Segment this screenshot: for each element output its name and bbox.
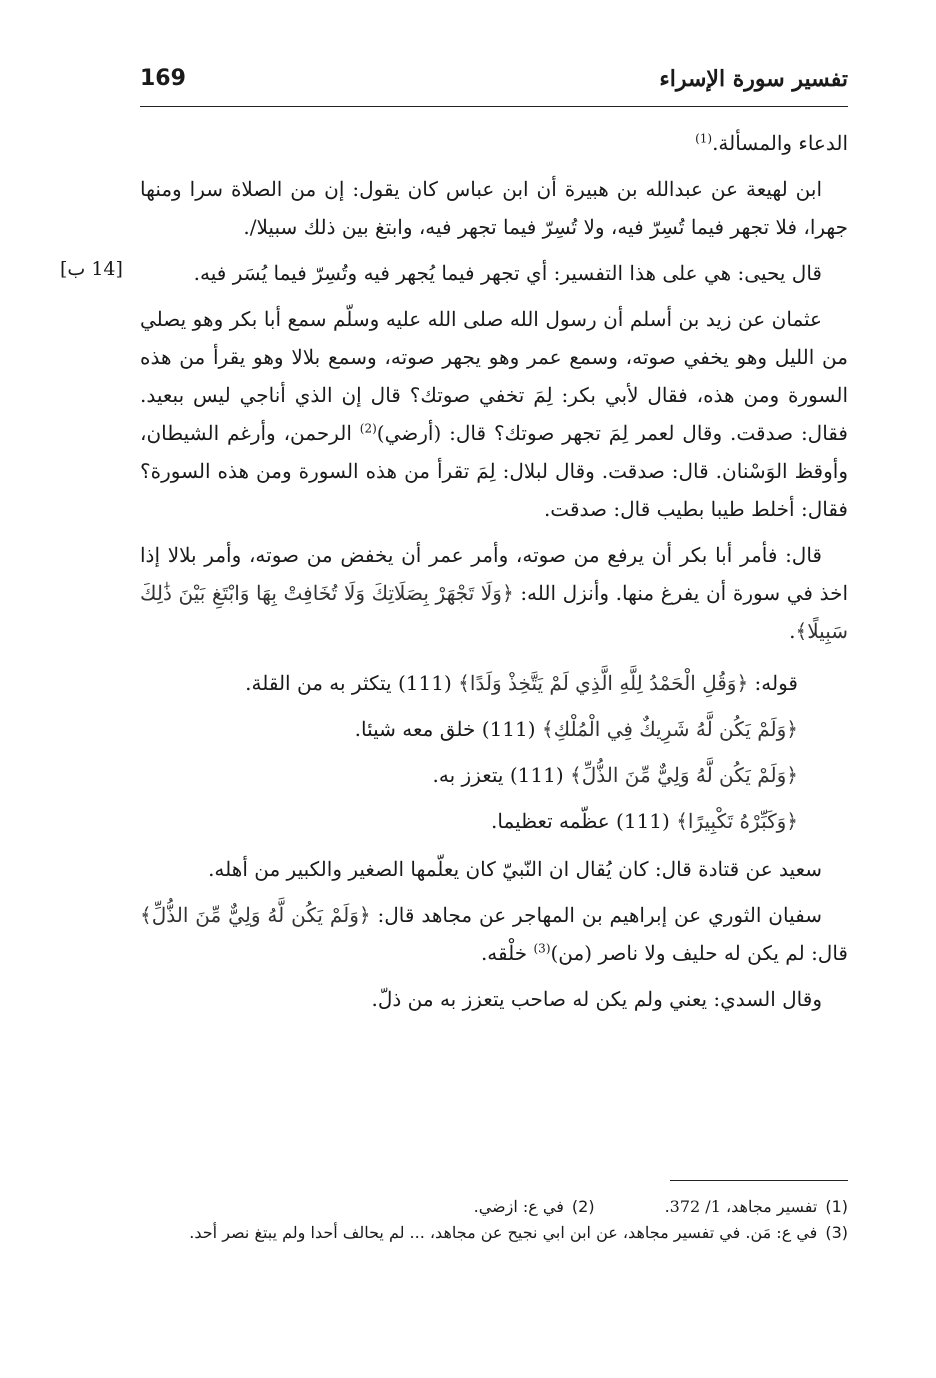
quran-verse: ﴿وَلَمْ يَكُن لَّهُ وَلِيٌّ مِّنَ الذُّلِّ﴾ <box>140 903 371 927</box>
page-header <box>140 66 848 107</box>
paragraph-6: سعيد عن قتادة قال: كان يُقال ان النّبيّ كان يعلّمها الصغير والكبير من أهله. <box>208 857 822 881</box>
quran-verse: ﴿وَكَبِّرْهُ تَكْبِيرًا﴾ <box>676 809 798 833</box>
verse-line-4: ﴿وَكَبِّرْهُ تَكْبِيرًا﴾ (111) عظّمه تعظيما. <box>491 809 798 833</box>
page-number: 169 <box>140 66 186 91</box>
footnote-ref-3: (3) <box>533 941 551 956</box>
footnotes <box>140 1194 848 1246</box>
footnote-ref-1: (1) <box>695 131 713 146</box>
paragraph-4: عثمان عن زيد بن أسلم أن رسول الله صلى الله عليه وسلّم سمع أبا بكر وهو يصلي من الليل وهو يخفي صوته، وسمع عمر وهو يجهر صوته، وسمع بلالا وهو يقرأ من هذه السورة ومن هذه، فقال لأبي بكر: لِمَ تخفي صوتك؟ قال إن الذي أناجي ليس ببعيد. فقال: صدقت. وقال لعمر لِمَ تجهر صوتك؟ قال: (أرضي)$^{(2)}$ الرحمن، وأرغم الشيطان، وأوقظ الوَسْنان. قال: صدقت. وقال لبلال: لِمَ تقرأ من هذه السورة ومن هذه السورة؟ فقال: أخلط طيبا بطيب قال: صدقت. <box>140 307 848 521</box>
quran-verse: ﴿وَلَمْ يَكُن لَّهُ شَرِيكٌ فِي الْمُلْكِ﴾ <box>541 717 798 741</box>
paragraph-7: سفيان الثوري عن إبراهيم بن المهاجر عن مجاهد قال: ﴿وَلَمْ يَكُن لَّهُ وَلِيٌّ مِّنَ الذُّلِّ﴾ قال: لم يكن له حليف ولا ناصر (من)$^{(3)}$ خلْقه. <box>140 903 848 965</box>
paragraph-8: وقال السدي: يعني ولم يكن له صاحب يتعزز به من ذلّ. <box>371 987 822 1011</box>
paragraph-3: قال يحيى: هي على هذا التفسير: أي تجهر فيما يُجهر فيه وتُسِرّ فيما يُسَر فيه. <box>193 261 822 285</box>
manuscript-folio-marker: [14 ب] <box>60 258 123 280</box>
footnote-1: (1)تفسير مجاهد، 1/ 372. <box>664 1197 848 1216</box>
footnote-3: (3)في ع: مَن. في تفسير مجاهد، عن ابن ابي نجيح عن مجاهد، ... لم يحالف أحدا ولم يبتغ نصر أحد. <box>189 1223 848 1242</box>
paragraph-5: قال: فأمر أبا بكر أن يرفع من صوته، وأمر عمر أن يخفض من صوته، وأمر بلالا إذا اخذ في سورة أن يفرغ منها. وأنزل الله: ﴿وَلَا تَجْهَرْ بِصَلَاتِكَ وَلَا تُخَافِتْ بِهَا وَابْتَغِ بَيْنَ ذَٰلِكَ سَبِيلًا﴾. <box>140 543 848 643</box>
footnote-ref-2: (2) <box>359 421 377 436</box>
footnote-2: (2)في ع: ازضي. <box>473 1197 595 1216</box>
footnote-separator <box>670 1180 848 1181</box>
quran-verse: ﴿وَقُلِ الْحَمْدُ لِلَّهِ الَّذِي لَمْ يَتَّخِذْ وَلَدًا﴾ <box>458 671 749 695</box>
footnote-row <box>140 1194 848 1220</box>
running-title: تفسير سورة الإسراء <box>659 66 848 92</box>
paragraph-1: الدعاء والمسألة.$^{(1)}$ <box>695 131 848 155</box>
quran-verse: ﴿وَلَا تَجْهَرْ بِصَلَاتِكَ وَلَا تُخَافِتْ بِهَا وَابْتَغِ بَيْنَ ذَٰلِكَ سَبِيلًا﴾ <box>140 581 848 643</box>
verse-line-1: قوله: ﴿وَقُلِ الْحَمْدُ لِلَّهِ الَّذِي لَمْ يَتَّخِذْ وَلَدًا﴾ (111) يتكثر به من القلة. <box>245 671 798 695</box>
verse-line-2: ﴿وَلَمْ يَكُن لَّهُ شَرِيكٌ فِي الْمُلْكِ﴾ (111) خلق معه شيئا. <box>354 717 798 741</box>
verse-line-3: ﴿وَلَمْ يَكُن لَّهُ وَلِيٌّ مِّنَ الذُّلِّ﴾ (111) يتعزز به. <box>432 763 798 787</box>
paragraph-2: ابن لهيعة عن عبدالله بن هبيرة أن ابن عباس كان يقول: إن من الصلاة سرا ومنها جهرا، فلا تجهر فيما تُسِرّ فيه، ولا تُسِرّ فيما تجهر فيه، وابتغ بين ذلك سبيلا/. <box>140 177 848 239</box>
quran-verse: ﴿وَلَمْ يَكُن لَّهُ وَلِيٌّ مِّنَ الذُّلِّ﴾ <box>570 763 798 787</box>
body-text <box>140 124 848 1026</box>
